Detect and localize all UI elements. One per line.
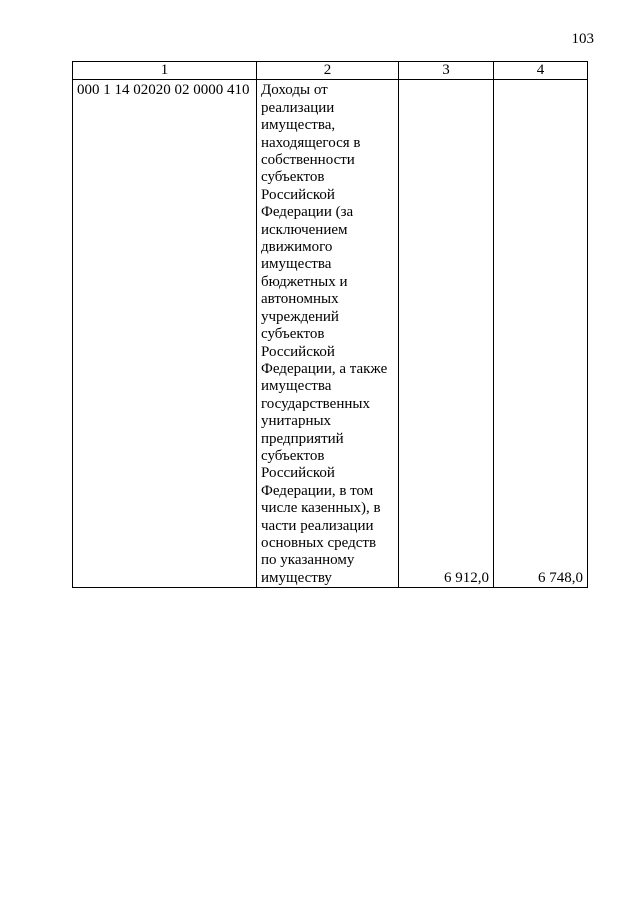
description-line: Российской [261, 186, 335, 203]
header-col-2: 2 [257, 62, 399, 80]
description-line: числе казенных), в [261, 500, 381, 517]
budget-code-cell: 000 1 14 02020 02 0000 410 [73, 80, 257, 588]
header-col-4: 4 [494, 62, 588, 80]
description-line: находящегося в [261, 134, 361, 151]
description-line: основных средств [261, 534, 377, 551]
description-line: исключением [261, 221, 348, 238]
description-line: по указанному [261, 552, 355, 569]
table-row [73, 80, 588, 588]
description-line: Федерации (за [261, 204, 354, 221]
description-line: Российской [261, 465, 335, 482]
description-line: Федерации, в том [261, 482, 374, 499]
description-line: субъектов [261, 447, 325, 464]
description-line: государственных [261, 395, 370, 412]
value-col-3: 6 912,0 [399, 80, 494, 588]
description-line: Федерации, а также [261, 360, 388, 377]
description-line: унитарных [261, 413, 332, 430]
description-line: имущества, [261, 117, 336, 134]
description-line: собственности [261, 152, 355, 169]
description-line: субъектов [261, 169, 325, 186]
description-line: движимого [261, 239, 333, 256]
description-line: имущества [261, 378, 332, 395]
description-line: части реализации [261, 517, 374, 534]
description-cell [257, 80, 399, 588]
header-col-1: 1 [73, 62, 257, 80]
header-col-3: 3 [399, 62, 494, 80]
description-line: Российской [261, 343, 335, 360]
description-line: бюджетных и [261, 273, 348, 290]
page-number: 103 [571, 31, 594, 47]
description-line: автономных [261, 291, 339, 308]
description-line: имущества [261, 256, 332, 273]
description-line: имуществу [261, 569, 332, 586]
budget-table [72, 61, 588, 588]
description-line: предприятий [261, 430, 344, 447]
description-line: реализации [261, 99, 335, 116]
description-line: субъектов [261, 326, 325, 343]
description-line: учреждений [261, 308, 339, 325]
value-col-4: 6 748,0 [494, 80, 588, 588]
table-header-row [73, 62, 588, 80]
description-line: Доходы от [261, 82, 328, 99]
